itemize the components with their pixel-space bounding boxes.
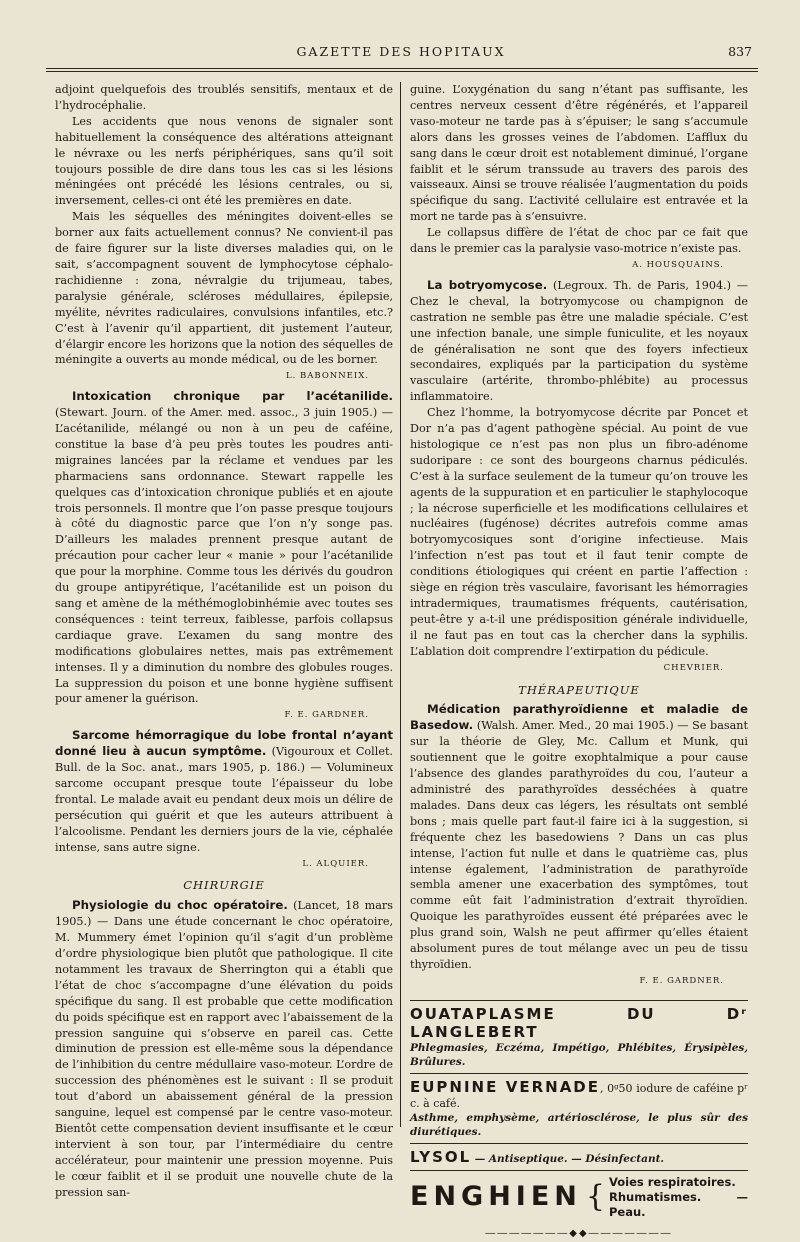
paragraph: Les accidents que nous venons de signaler sont habituellement la conséquence des altérations atteignant le névraxe ou les nerfs périphériques, sans qu’il soit toujours possible de dire dans tous les cas si les lésions méningées ont précédé les lésions centrales, ou si, inversement, celles-ci ont été les premières en date. — [55, 114, 393, 208]
article-title: Physiologie du choc opératoire. — [72, 898, 288, 913]
article-citation: (Legroux. Th. de Paris, 1904.) — — [552, 278, 748, 292]
section-heading-therapeutique: THÉRAPEUTIQUE — [518, 682, 640, 697]
ad-eupnine-detail: , 0ᵍ50 iodure de caféine pʳ c. à café. — [410, 1081, 749, 1110]
ad-enghien-line: Voies respiratoires. — [608, 1174, 736, 1189]
ad-lysol-name: LYSOL — [410, 1147, 472, 1166]
author-signature: F. E. GARDNER. — [639, 975, 724, 986]
advertisements — [410, 1000, 748, 1242]
ad-divider — [410, 1143, 748, 1144]
paragraph: Mais les séquelles des méningites doivent-elles se borner aux faits actuellement connus? Ne convient-il pas de faire figurer sur la liste diverses maladies qui, on le sait, s’accompagnent souvent de lymphocytose céphalo-rachidienne : zona, névralgie du trijumeau, tabes, paralysie générale, scléroses médullaires, épilepsie, myélite, névrites radiculaires, convulsions infantiles, etc.? C’est à l’avenir qu’il appartient, dit justement l’auteur, d’élargir encore les horizons que la notion des séquelles de méningite a ouverts au monde médical, ou de les borner. — [55, 210, 393, 367]
page-number: 837 — [728, 44, 752, 59]
ad-enghien — [410, 1175, 748, 1220]
tailpiece-ornament: ―――――――◆◆――――――― — [485, 1227, 673, 1239]
ad-enghien-line: Rhumatismes. — Peau. — [608, 1189, 748, 1219]
journal-title: GAZETTE DES HOPITAUX — [296, 44, 506, 59]
ad-divider — [410, 1000, 748, 1001]
paragraph: Le collapsus diffère de l’état de choc par ce fait que dans le premier cas la paralysie vaso-motrice n’existe pas. — [410, 226, 748, 256]
right-column — [410, 82, 748, 1242]
author-signature: L. ALQUIER. — [302, 858, 369, 869]
article-citation: (Vigouroux et Collet. Bull. de la Soc. anat., mars 1905, p. 186.) — — [55, 745, 393, 775]
ad-lysol-detail: — Antiseptique. — Désinfectant. — [474, 1152, 665, 1165]
section-heading-chirurgie: CHIRURGIE — [183, 878, 265, 893]
article-body: Volumineux sarcome occupant presque toute l’épaisseur du lobe frontal. Le malade avait eu pendant deux mois un délire de persécution qui guérit et que les auteurs attribuent à l’alcoolisme. Pendant les derniers jours de la vie, céphalée intense, sans autre signe. — [55, 761, 394, 854]
article-body: Chez le cheval, la botryomycose ou champignon de castration ne semble pas être une maladie spéciale. C’est une infection banale, une simple funiculite, et les noyaux de généralisation ne sont que des foyers infectieux secondaires, expliqués par la participation du système vasculaire (artérite, thrombo-phlébite) au processus inflammatoire. — [410, 294, 748, 404]
article-title: La botryomycose. — [427, 277, 548, 292]
left-column — [55, 82, 393, 1201]
article-body: L’acétanilide, mélangé ou non à un peu de caféine, constitue la base d’à peu près toutes les poudres anti-migraines lancées par la réclame et vendues par les pharmaciens sans ordonnance. Stewart rappelle les quelques cas d’intoxication chronique publiés et en ajoute trois personnels. Il montre que l’on passe presque toujours à côté du diagnostic parce que l’on n’y songe pas. D’ailleurs les malades prennent presque autant de précaution pour cacher leur « manie » pour l’acétanilide que pour la morphine. Comme tous les dérivés du goudron du groupe antipyrétique, l’acétanilide est un poison du sang et amène de la méthémoglobinhémie avec toutes ses conséquences : teint terreux, faiblesse, parfois collapsus cardiaque grave. L’examen du sang montre des modifications globulaires nettes, mais pas extrêmement intenses. Il y a diminution du nombre des globules rouges. La suppression du poison et une bonne hygiène suffisent pour amener la guérison. — [55, 422, 393, 706]
ad-eupnine-indications: Asthme, emphysème, artériosclérose, le plus sûr des diurétiques. — [410, 1111, 748, 1138]
author-signature: A. HOUSQUAINS. — [632, 259, 724, 270]
article-citation: (Stewart. Journ. of the Amer. med. assoc., 3 juin 1905.) — — [55, 406, 393, 420]
column-divider — [400, 82, 401, 1127]
ad-ouataplasme-indications: Phlegmasies, Eczéma, Impétigo, Phlébites, Érysipèles, Brûlures. — [410, 1041, 748, 1068]
article-intoxication — [55, 389, 393, 707]
article-title: Médication parathyroïdienne et maladie de Basedow. — [410, 702, 748, 733]
ad-divider — [410, 1170, 748, 1171]
article-choc — [55, 898, 393, 1200]
header-rule — [46, 68, 758, 69]
ad-eupnine-name: EUPNINE VERNADE — [410, 1077, 600, 1096]
article-citation: (Lancet, 18 mars 1905.) — — [55, 899, 393, 929]
author-signature: L. BABONNEIX. — [286, 371, 369, 382]
article-title: Intoxication chronique par l’acétanilide. — [72, 389, 393, 404]
ad-lysol — [410, 1148, 748, 1166]
author-signature: F. E. GARDNER. — [284, 710, 369, 721]
ad-eupnine — [410, 1078, 748, 1111]
brace-ornament: { — [585, 1179, 605, 1215]
article-basedow — [410, 702, 748, 972]
author-signature: CHEVRIER. — [663, 662, 724, 673]
ad-divider — [410, 1073, 748, 1074]
article-citation: (Walsh. Amer. Med., 20 mai 1905.) — — [476, 719, 689, 733]
article-botryomycose — [410, 278, 748, 405]
ad-enghien-indications — [609, 1175, 748, 1220]
article-body: Dans une étude concernant le choc opératoire, M. Mummery émet l’opinion qu’il s’agit d’un problème d’ordre physiologique bien plutôt que pathologique. Il cite notamment les travaux de Sherrington qui a établi que l’état de choc s’accompagne d’une élévation du poids spécifique du sang. Il est probable que cette modification du poids spécifique est en rapport avec l’abaissement de la pression sanguine qui s’observe en pareil cas. Cette diminution de pression est elle-même sous la dépendance de l’inhibition du centre médullaire vaso-moteur. L’ordre de succession des phénomènes est le suivant : Il se produit tout d’abord un abaissement général de la pression sanguine, lequel est compensé par le centre vaso-moteur. Bientôt cette compensation devient insuffisante et le cœur intervient à son tour, par l’intermédiaire du centre accélérateur, pour maintenir une pression moyenne. Puis le cœur faiblit et il se produit une nouvelle chute de la pression san- — [55, 915, 393, 1199]
article-body: Se basant sur la théorie de Gley, Mc. Callum et Munk, qui soutiennent que le goitre exophtalmique a pour cause l’absence des glandes parathyroïdes du cou, l’auteur a administré des parathyroïdes desséchées à quatre malades. Dans deux cas légers, les résultats ont semblé bons ; mais quelle part faut-il faire ici à la suggestion, si fréquente chez les basedowiens ? Dans un cas plus intense, l’action fut nulle et dans le quatrième cas, plus intense également, l’administration de parathyroïde sembla amener une exacerbation des symptômes, tout comme eût fait l’administration d’extrait thyroïdien. Quoique les parathyroïdes eussent été préparées avec le plus grand soin, Walsh ne peut affirmer qu’elles étaient absolument pures de tout mélange avec un peu de tissu thyroïdien. — [410, 719, 748, 971]
paragraph: adjoint quelquefois des troublés sensitifs, mentaux et de l’hydrocéphalie. — [55, 83, 393, 112]
ad-ouataplasme: OUATAPLASME DU Dʳ LANGLEBERT — [410, 1004, 748, 1041]
ad-enghien-name: ENGHIEN — [410, 1181, 582, 1213]
header-rule-double — [46, 71, 758, 72]
paragraph: Chez l’homme, la botryomycose décrite par Poncet et Dor n’a pas d’agent pathogène spécial. Au point de vue histologique ce n’est pas non plus un fibro-adénome sudoripare : ce sont des bourgeons charnus pédiculés. C’est à la surface seulement de la tumeur qu’on trouve les agents de la suppuration et en particulier le staphylocoque ; la nécrose superficielle et les modifications cellulaires et nucléaires (fugénose) décrites autrefois comme amas botryomycosiques sont d’origine infectieuse. Mais l’infection n’est pas tout et il faut tenir compte de conditions étiologiques qui créent en partie l’affection : siège en région très vasculaire, favorisant les hémorragies intradermiques, traumatismes fréquents, cautérisation, peut-être y a-t-il une prédisposition générale individuelle, il ne faut pas en tout cas la chercher dans la syphilis. L’ablation doit comprendre l’extirpation du pédicule. — [410, 406, 748, 658]
article-sarcome — [55, 728, 393, 855]
paragraph: guine. L’oxygénation du sang n’étant pas suffisante, les centres nerveux cessent d’être régénérés, et l’appareil vaso-moteur ne tarde pas à s’épuiser; le sang s’accumule alors dans les grosses veines de l’abdomen. L’afflux du sang dans le cœur droit est notablement diminué, l’organe faiblit et le sérum transsude au travers des parois des vaisseaux. Ainsi se trouve réalisée l’augmentation du poids spécifique du sang. L’activité cellulaire est entravée et la mort ne tarde pas à s’ensuivre. — [410, 83, 748, 224]
running-header — [46, 44, 756, 64]
article-title: Sarcome hémorragique du lobe frontal n’ayant donné lieu à aucun symptôme. — [55, 728, 393, 759]
